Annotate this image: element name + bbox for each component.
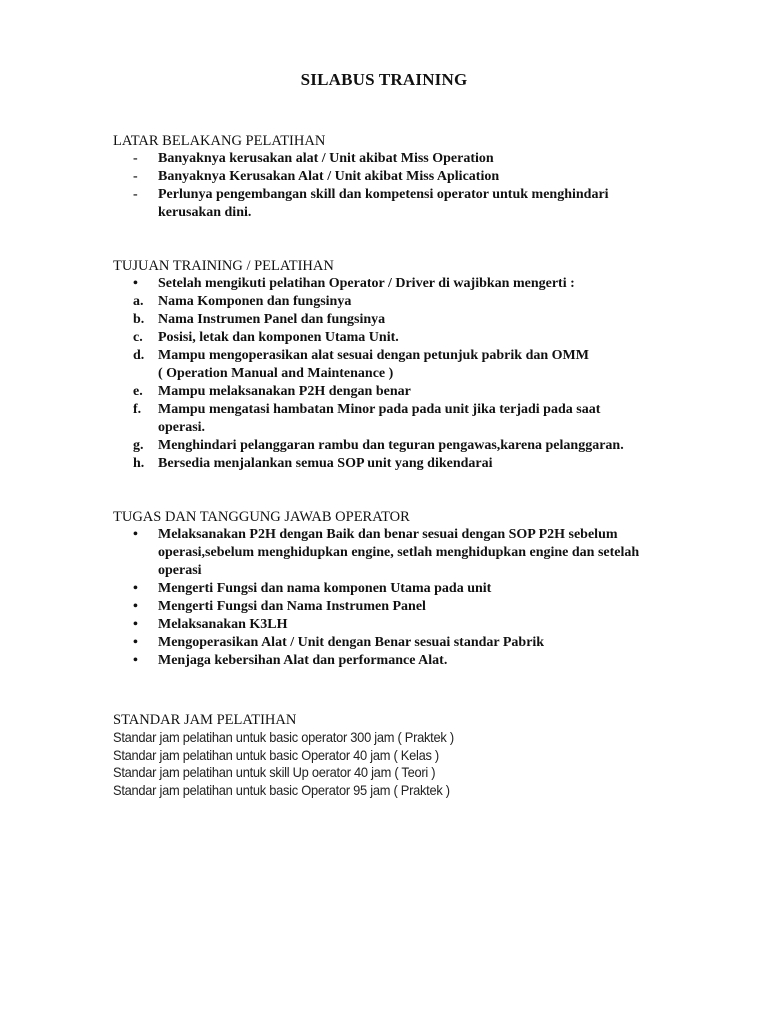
bullet-marker: • xyxy=(133,653,138,668)
list-item xyxy=(113,383,673,401)
list-item-text: Menghindari pelanggaran rambu dan teguran pengawas,karena pelanggaran. xyxy=(158,438,624,453)
list-item xyxy=(113,329,673,347)
list-item-continuation: kerusakan dini. xyxy=(158,205,252,220)
section-heading: STANDAR JAM PELATIHAN xyxy=(113,712,297,728)
list-item-continuation: operasi. xyxy=(158,420,206,435)
list-item xyxy=(113,311,673,329)
list-item-text: Mengerti Fungsi dan Nama Instrumen Panel xyxy=(158,599,426,614)
text-line: Standar jam pelatihan untuk basic Operator 95 jam ( Praktek ) xyxy=(113,781,450,798)
list-item xyxy=(113,634,673,652)
list-item-text: Posisi, letak dan komponen Utama Unit. xyxy=(158,330,399,345)
list-item xyxy=(113,580,673,598)
list-marker: - xyxy=(133,151,138,166)
section-standar-jam xyxy=(113,711,673,799)
section-heading: TUGAS DAN TANGGUNG JAWAB OPERATOR xyxy=(113,509,410,525)
list-item-text: Bersedia menjalankan semua SOP unit yang dikendarai xyxy=(158,456,493,471)
bullet-marker: • xyxy=(133,527,138,542)
text-line: Standar jam pelatihan untuk basic operator 300 jam ( Praktek ) xyxy=(113,729,454,745)
list-item-continuation: operasi,sebelum menghidupkan engine, setlah menghidupkan engine dan setelah xyxy=(158,545,640,560)
list-item-text: Banyaknya Kerusakan Alat / Unit akibat Miss Aplication xyxy=(158,169,500,184)
list-item-text: Mampu mengatasi hambatan Minor pada pada unit jika terjadi pada saat xyxy=(158,402,601,417)
section-tugas-tanggung-jawab xyxy=(113,508,673,670)
list-item xyxy=(113,455,673,473)
list-item xyxy=(113,168,673,186)
list-item-text: Nama Komponen dan fungsinya xyxy=(158,294,352,309)
list-marker: f. xyxy=(133,402,142,417)
list-item xyxy=(113,347,673,383)
bullet-marker: • xyxy=(133,276,138,291)
list-item-continuation: operasi xyxy=(158,563,202,578)
list-item xyxy=(113,150,673,168)
bullet-marker: • xyxy=(133,635,138,650)
list-item-text: Mampu melaksanakan P2H dengan benar xyxy=(158,384,411,399)
text-line: Standar jam pelatihan untuk skill Up oerator 40 jam ( Teori ) xyxy=(113,764,436,780)
list-item-text: Perlunya pengembangan skill dan kompetensi operator untuk menghindari xyxy=(158,187,609,202)
plain-lines xyxy=(113,729,673,799)
list-item xyxy=(113,598,673,616)
list-item-continuation: ( Operation Manual and Maintenance ) xyxy=(158,366,394,381)
list-item-text: Menjaga kebersihan Alat dan performance Alat. xyxy=(158,653,448,668)
list-item-text: Melaksanakan K3LH xyxy=(158,617,288,632)
list-item xyxy=(113,437,673,455)
list-marker: g. xyxy=(133,438,144,453)
section-heading: LATAR BELAKANG PELATIHAN xyxy=(113,133,326,149)
list-marker: e. xyxy=(133,384,143,399)
list-item-text: Mampu mengoperasikan alat sesuai dengan petunjuk pabrik dan OMM xyxy=(158,348,589,363)
bullet-marker: • xyxy=(133,617,138,632)
list-marker: c. xyxy=(133,330,143,345)
list-item xyxy=(113,526,673,580)
list-item-text: Mengerti Fungsi dan nama komponen Utama pada unit xyxy=(158,581,492,596)
section-tujuan-training xyxy=(113,257,673,473)
list-item xyxy=(113,293,673,311)
list-item-text: Banyaknya kerusakan alat / Unit akibat Miss Operation xyxy=(158,151,494,166)
document-title: SILABUS TRAINING xyxy=(300,70,468,89)
list-marker: b. xyxy=(133,312,145,327)
list-item xyxy=(113,275,673,293)
list-item xyxy=(113,401,673,437)
bullet-marker: • xyxy=(133,581,138,596)
list-item xyxy=(113,616,673,634)
list-item-text: Setelah mengikuti pelatihan Operator / Driver di wajibkan mengerti : xyxy=(158,276,575,291)
section-latar-belakang xyxy=(113,132,673,222)
list-marker: d. xyxy=(133,348,145,363)
bullet-marker: • xyxy=(133,599,138,614)
list-item xyxy=(113,186,673,222)
list-item-text: Nama Instrumen Panel dan fungsinya xyxy=(158,312,386,327)
list-marker: - xyxy=(133,169,138,184)
list-marker: h. xyxy=(133,456,145,471)
list-item-text: Mengoperasikan Alat / Unit dengan Benar sesuai standar Pabrik xyxy=(158,635,545,650)
dash-list xyxy=(113,150,673,222)
list-item-text: Melaksanakan P2H dengan Baik dan benar sesuai dengan SOP P2H sebelum xyxy=(158,527,618,542)
list-marker: - xyxy=(133,187,138,202)
list-marker: a. xyxy=(133,294,144,309)
section-heading: TUJUAN TRAINING / PELATIHAN xyxy=(113,258,334,274)
bullet-list xyxy=(113,526,673,670)
lettered-list xyxy=(113,275,673,473)
text-line: Standar jam pelatihan untuk basic Operator 40 jam ( Kelas ) xyxy=(113,746,439,763)
list-item xyxy=(113,652,673,670)
